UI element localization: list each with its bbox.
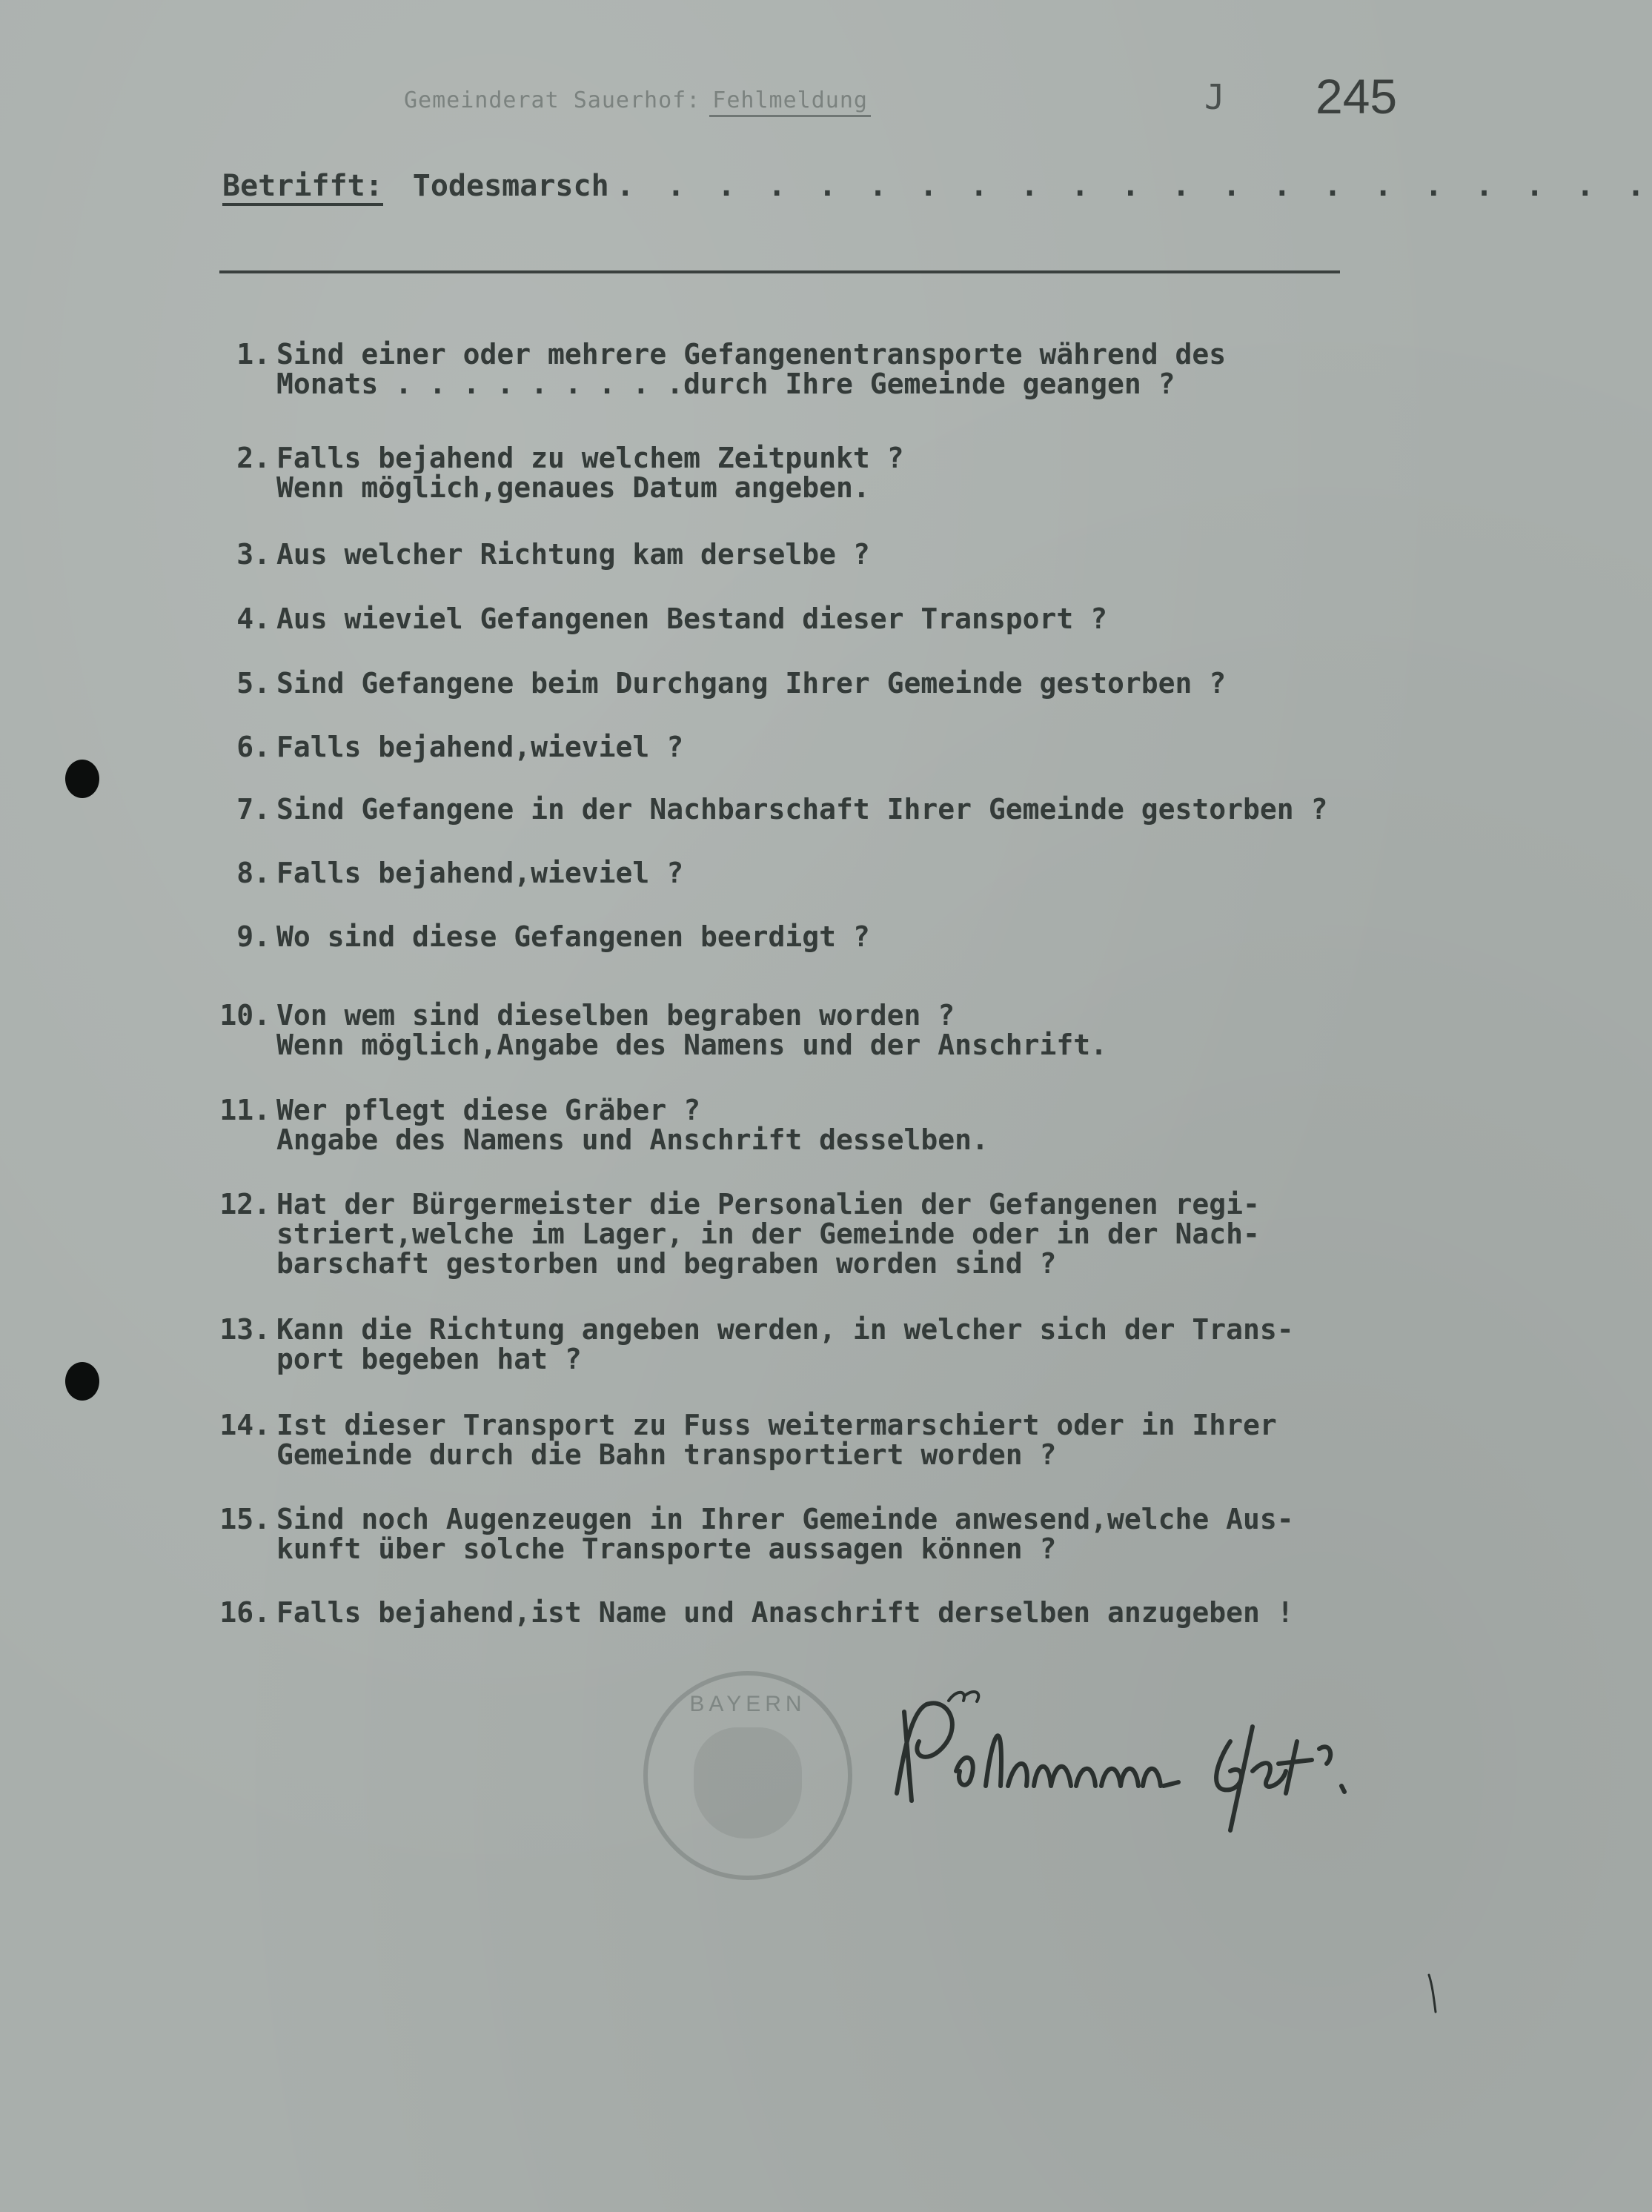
question-item xyxy=(189,539,870,569)
subject-line xyxy=(222,169,1652,206)
question-item xyxy=(189,339,1226,399)
question-text: Monats . . . . . . . . .durch Ihre Gemeinde geangen ? xyxy=(276,368,1175,400)
stamp-emblem xyxy=(694,1727,802,1839)
question-text: Von wem sind dieselben begraben worden ? xyxy=(276,999,955,1032)
question-number: 8. xyxy=(236,857,271,889)
corner-mark xyxy=(1427,1971,1439,2016)
question-item xyxy=(189,794,1327,824)
question-text: Hat der Bürgermeister die Personalien der Gefangenen regi- xyxy=(276,1188,1260,1220)
header-office: Gemeinderat Sauerhof: xyxy=(404,87,701,113)
question-text: Falls bejahend,wieviel ? xyxy=(276,731,684,763)
question-item xyxy=(189,668,1226,698)
question-number: 1. xyxy=(236,338,271,371)
question-text: Wenn möglich,genaues Datum angeben. xyxy=(276,471,870,504)
subject-rule xyxy=(219,270,1340,273)
question-text: Sind noch Augenzeugen in Ihrer Gemeinde anwesend,welche Aus- xyxy=(276,1503,1294,1535)
subject-dots: . . . . . . . . . . . . . . . . . . . . . xyxy=(616,169,1652,203)
question-text: Sind Gefangene in der Nachbarschaft Ihrer Gemeinde gestorben ? xyxy=(276,793,1328,826)
question-text: Falls bejahend zu welchem Zeitpunkt ? xyxy=(276,442,904,474)
question-text: Sind Gefangene beim Durchgang Ihrer Gemeinde gestorben ? xyxy=(276,667,1227,700)
question-item xyxy=(189,1410,1277,1469)
stamp-text: BAYERN xyxy=(689,1692,806,1716)
question-number: 5. xyxy=(236,667,271,700)
question-text: Aus wieviel Gefangenen Bestand dieser Transport ? xyxy=(276,602,1108,635)
page-number: 245 xyxy=(1316,69,1398,124)
question-text: striert,welche im Lager, in der Gemeinde oder in der Nach- xyxy=(276,1218,1260,1250)
question-item xyxy=(189,443,903,502)
question-number: 11. xyxy=(219,1094,271,1126)
question-number: 9. xyxy=(236,920,271,953)
punch-hole xyxy=(65,1362,99,1401)
question-text: barschaft gestorben und begraben worden sind ? xyxy=(276,1247,1057,1280)
question-text: Kann die Richtung angeben werden, in welcher sich der Trans- xyxy=(276,1313,1294,1346)
question-number: 13. xyxy=(219,1313,271,1346)
subject-label: Betrifft: xyxy=(222,169,383,206)
signature xyxy=(882,1682,1386,1838)
question-item xyxy=(189,1095,989,1155)
question-item xyxy=(189,1189,1260,1278)
question-number: 12. xyxy=(219,1188,271,1220)
question-item xyxy=(189,1504,1294,1564)
question-item xyxy=(189,922,870,951)
question-number: 3. xyxy=(236,538,271,571)
header-memo: Fehlmeldung xyxy=(709,87,871,117)
question-text: Aus welcher Richtung kam derselbe ? xyxy=(276,538,870,571)
question-number: 4. xyxy=(236,602,271,635)
question-text: Wer pflegt diese Gräber ? xyxy=(276,1094,700,1126)
question-number: 15. xyxy=(219,1503,271,1535)
document-header xyxy=(404,87,871,117)
official-stamp xyxy=(643,1671,852,1880)
question-text: Gemeinde durch die Bahn transportiert worden ? xyxy=(276,1438,1057,1471)
question-text: Sind einer oder mehrere Gefangenentransporte während des xyxy=(276,338,1227,371)
question-text: Angabe des Namens und Anschrift desselben. xyxy=(276,1123,989,1156)
question-number: 16. xyxy=(219,1596,271,1629)
question-number: 14. xyxy=(219,1409,271,1441)
question-number: 6. xyxy=(236,731,271,763)
punch-hole xyxy=(65,760,99,798)
question-text: port begeben hat ? xyxy=(276,1343,582,1375)
question-text: Wo sind diese Gefangenen beerdigt ? xyxy=(276,920,870,953)
question-number: 10. xyxy=(219,999,271,1032)
question-text: Wenn möglich,Angabe des Namens und der Anschrift. xyxy=(276,1029,1108,1061)
question-item xyxy=(189,1598,1294,1627)
question-item xyxy=(189,604,1107,634)
subject-value: Todesmarsch xyxy=(412,169,609,203)
question-text: kunft über solche Transporte aussagen können ? xyxy=(276,1532,1057,1565)
question-item xyxy=(189,858,683,888)
question-item xyxy=(189,1000,1107,1060)
question-item xyxy=(189,1315,1294,1374)
question-text: Falls bejahend,wieviel ? xyxy=(276,857,684,889)
question-item xyxy=(189,732,683,762)
question-number: 2. xyxy=(236,442,271,474)
question-text: Ist dieser Transport zu Fuss weitermarschiert oder in Ihrer xyxy=(276,1409,1277,1441)
question-text: Falls bejahend,ist Name und Anaschrift derselben anzugeben ! xyxy=(276,1596,1294,1629)
folio-mark: J xyxy=(1204,77,1227,117)
question-number: 7. xyxy=(236,793,271,826)
